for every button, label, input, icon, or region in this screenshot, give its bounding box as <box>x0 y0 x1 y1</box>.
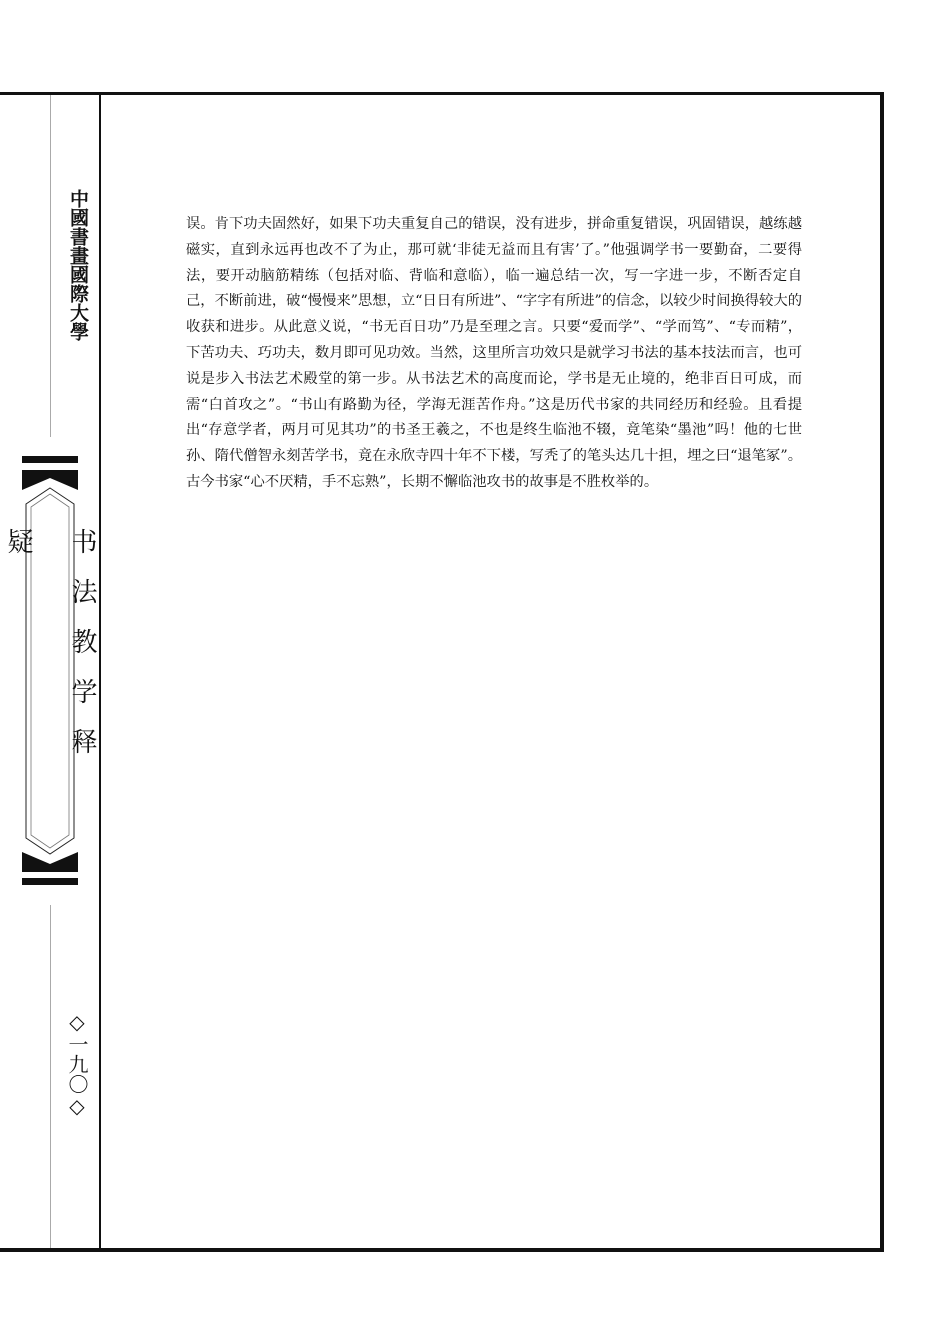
book-title-cartouche <box>3 456 97 886</box>
book-title: 书法教学释疑 <box>3 528 97 778</box>
spine-rule-upper <box>50 95 51 437</box>
bottom-bar-thin <box>22 878 78 885</box>
spine-rule-lower <box>50 905 51 1248</box>
page-number: ◇一九〇◇ <box>65 1010 89 1118</box>
school-name: 中國書畫國際大學 <box>67 189 89 341</box>
main-text <box>186 212 802 496</box>
body-paragraph: 误。肯下功夫固然好，如果下功夫重复自己的错误，没有进步，拼命重复错误，巩固错误，越练越磁实，直到永远再也改不了为止，那可就‘非徒无益而且有害’了。”他强调学书一要勤奋，二要得法，要开动脑筋精练（包括对临、背临和意临），临一遍总结一次，写一字进一步，不断否定自己，不断前进，破“慢慢来”思想，立“日日有所进”、“字字有所进”的信念，以较少时间换得较大的收获和进步。从此意义说，“书无百日功”乃是至理之言。只要“爱而学”、“学而笃”、“专而精”，下苦功夫、巧功夫，数月即可见功效。当然，这里所言功效只是就学习书法的基本技法而言，也可说是步入书法艺术殿堂的第一步。从书法艺术的高度而论，学书是无止境的，绝非百日可成，而需“白首攻之”。“书山有路勤为径，学海无涯苦作舟。”这是历代书家的共同经历和经验。且看提出“存意学者，两月可见其功”的书圣王羲之，不也是终生临池不辍，竟笔染“墨池”吗！他的七世孙、隋代僧智永刻苦学书，竟在永欣寺四十年不下楼，写秃了的笔头达几十担，埋之曰“退笔冢”。古今书家“心不厌精，手不忘熟”，长期不懈临池攻书的故事是不胜枚举的。 <box>186 216 802 490</box>
